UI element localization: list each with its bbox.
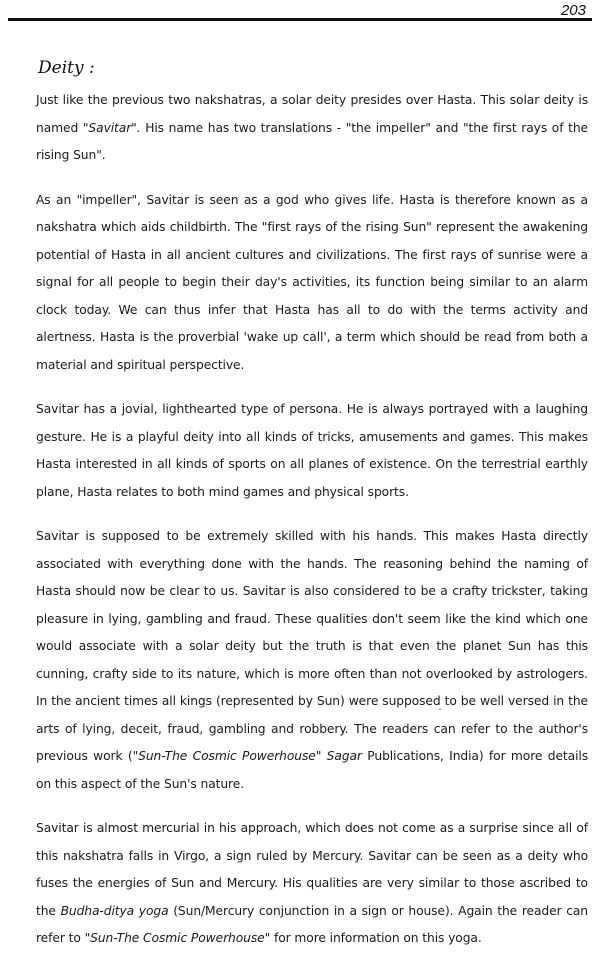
italic-run: "Sun-The Cosmic Powerhouse" [84, 931, 271, 945]
stray-mark: ˇ [438, 708, 442, 717]
paragraph [36, 523, 588, 798]
text-run: Savitar is almost mercurial in his approach, which does not come as a surprise since all of this nakshatra falls in Virgo, a sign ruled by Mercury. Savitar can be seen as a deity who fuses the energies of Sun and Mercury. His qualities are very similar to those ascribed to the [36, 821, 588, 918]
header-rule [8, 18, 592, 21]
italic-run: "Sun-The Cosmic Powerhouse" Sagar [132, 749, 362, 763]
text-run: (Sun/Mercury conjunction in a sign or house). Again the reader can refer to [36, 903, 588, 945]
paragraph [36, 187, 588, 380]
page-number: 203 [560, 2, 586, 19]
paragraph [36, 87, 588, 170]
paragraph [36, 815, 588, 953]
italic-run: Savitar". [88, 120, 141, 135]
text-run: Publications, India) for more details on this aspect of the Sun's nature. [36, 749, 589, 791]
text-run: Savitar has a jovial, lighthearted type of persona. He is always portrayed with a laughing gesture. He is a playful deity into all kinds of tricks, amusements and games. This makes Hasta interested in all kinds of sports on all planes of existence. On the terrestrial earthly plane, Hasta relates to both mind games and physical sports. [36, 402, 588, 499]
section-heading: Deity : [38, 58, 95, 78]
text-run: for more information on this yoga. [270, 931, 482, 945]
italic-run: Budha-ditya yoga [60, 903, 169, 918]
body-text [36, 87, 588, 970]
text-run: Just like the previous two nakshatras, a solar deity presides over Hasta. This solar deity is named " [36, 93, 588, 135]
text-run: As an "impeller", Savitar is seen as a god who gives life. Hasta is therefore known as a nakshatra which aids childbirth. The "first rays of the rising Sun" represent the awakening potential of Hasta in all ancient cultures and civilizations. The first rays of sunrise were a signal for all people to begin their day's activities, its function being similar to an alarm clock today. We can thus infer that Hasta has all to do with the terms activity and alertness. Hasta is the proverbial 'wake up call', a term which should be read from both a material and spiritual perspective. [36, 192, 588, 372]
text-run: His name has two translations - "the impeller" and "the first rays of the rising Sun". [36, 120, 589, 162]
text-run: Savitar is supposed to be extremely skilled with his hands. This makes Hasta directly associated with everything done with the hands. The reasoning behind the naming of Hasta should now be clear to us. Savitar is also considered to be a crafty trickster, taking pleasure in lying, gambling and fraud. These qualities don't seem like the kind which one would associate with a solar deity but the truth is that even the planet Sun has this cunning, crafty side to its nature, which is more often than not overlooked by astrologers. In the ancient times all kings (represented by Sun) were supposed to be well versed in the arts of lying, deceit, fraud, gambling and robbery. The readers can refer to the author's previous work ( [36, 529, 588, 763]
paragraph [36, 396, 588, 506]
